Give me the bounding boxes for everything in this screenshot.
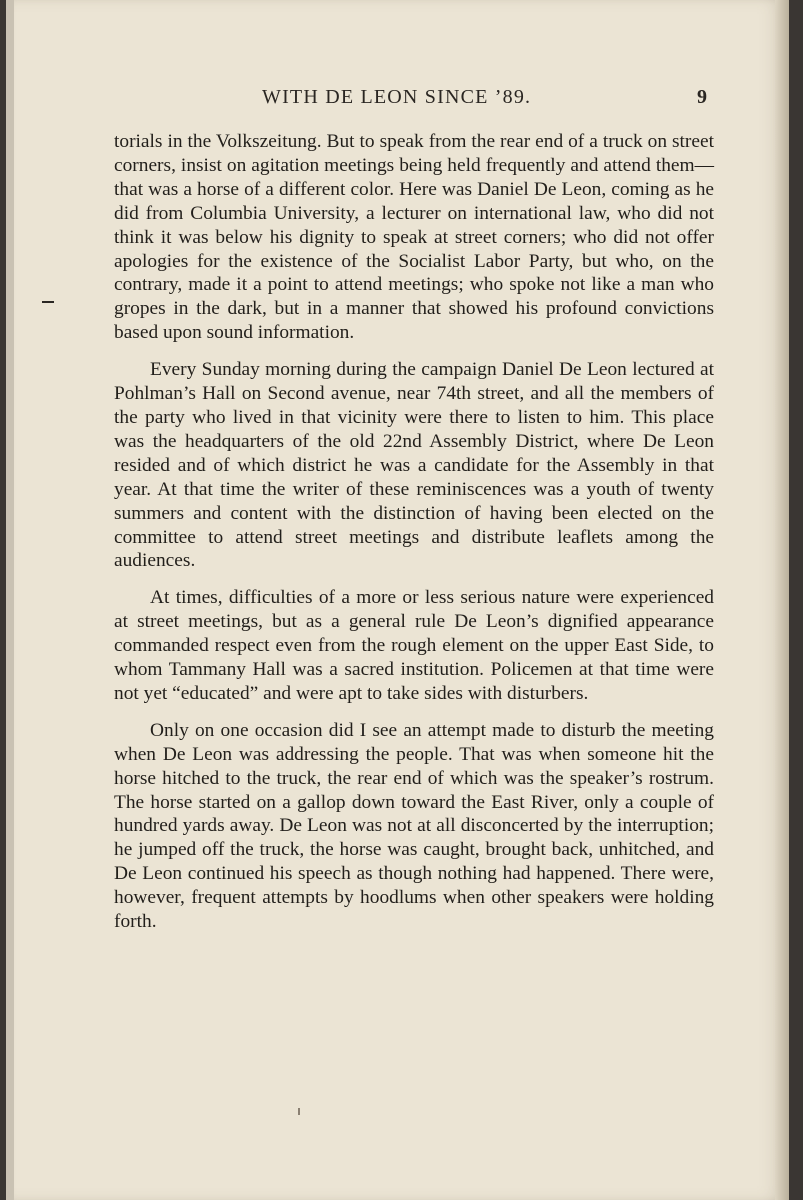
body-text — [114, 130, 714, 934]
paragraph: Every Sunday morning during the campaign Daniel De Leon lectured at Pohlman’s Hall on Second avenue, near 74th street, and all the members of the party who lived in that vicinity were there to listen to him. This place was the headquarters of the old 22nd Assembly District, where De Leon resided and of which district he was a candidate for the Assembly in that year. At that time the writer of these reminiscences was a youth of twenty summers and content with the distinction of having been elected on the committee to attend street meetings and distribute leaflets among the audiences. — [114, 359, 714, 572]
book-page — [6, 0, 789, 1200]
page-number: 9 — [697, 86, 709, 108]
paragraph: Only on one occasion did I see an attempt made to disturb the meeting when De Leon was addressing the people. That was when someone hit the horse hitched to the truck, the rear end of which was the speaker’s rostrum. The horse started on a gallop down toward the East River, only a couple of hundred yards away. De Leon was not at all disconcerted by the interruption; he jumped off the truck, the horse was caught, brought back, unhitched, and De Leon continued his speech as though nothing had happened. There were, however, frequent attempts by hoodlums when other speakers were holding forth. — [114, 719, 714, 933]
paper-speck — [298, 1108, 300, 1115]
paragraph: At times, difficulties of a more or less serious nature were experienced at street meetings, but as a general rule De Leon’s dignified appearance commanded respect even from the rough element on the upper East Side, to whom Tammany Hall was a sacred institution. Policemen at that time were not yet “educated” and were apt to take sides with disturbers. — [114, 587, 714, 704]
running-title: WITH DE LEON SINCE ’89. — [262, 86, 532, 108]
page-edge — [775, 0, 789, 1200]
margin-mark — [42, 301, 54, 303]
page-gutter — [6, 0, 14, 1200]
paragraph: torials in the Volkszeitung. But to speak from the rear end of a truck on street corners, insist on agitation meetings being held frequently and attend them—that was a horse of a different color. Here was Daniel De Leon, coming as he did from Columbia University, a lecturer on international law, who did not think it was below his dignity to speak at street corners; who did not offer apologies for the existence of the Socialist Labor Party, but who, on the contrary, made it a point to attend meetings; who spoke not like a man who gropes in the dark, but in a manner that showed his profound convictions based upon sound information. — [114, 131, 714, 344]
